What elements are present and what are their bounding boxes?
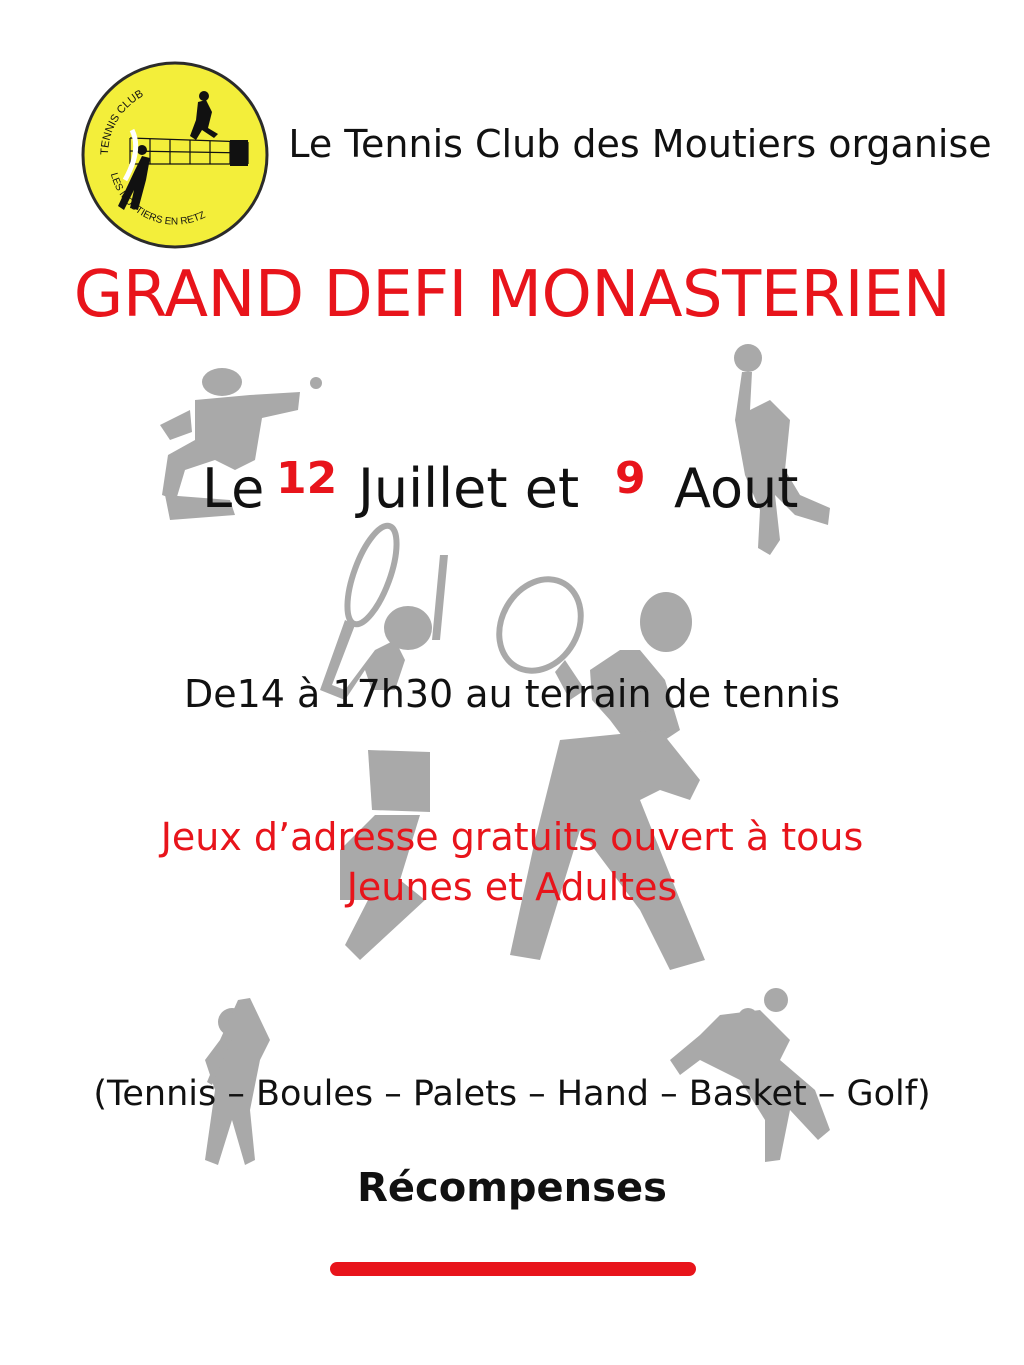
logo-text-top: TENNIS CLUB bbox=[98, 87, 146, 156]
games-line-1: Jeux d’adresse gratuits ouvert à tous bbox=[160, 815, 864, 859]
games-line-2: Jeunes et Adultes bbox=[346, 865, 678, 909]
dates-prefix: Le bbox=[202, 457, 265, 520]
games-description bbox=[0, 812, 1024, 912]
first-date-day: 12 bbox=[276, 453, 338, 504]
event-dates bbox=[0, 455, 1024, 535]
second-date-day: 9 bbox=[615, 453, 646, 504]
sports-list: (Tennis – Boules – Palets – Hand – Basket – Golf) bbox=[93, 1074, 931, 1114]
event-title: GRAND DEFI MONASTERIEN bbox=[73, 258, 951, 332]
second-date-month: Aout bbox=[674, 457, 799, 520]
intro-text: Le Tennis Club des Moutiers organise bbox=[288, 122, 992, 166]
racket-players-silhouette bbox=[320, 520, 692, 760]
first-date-month: Juillet et bbox=[358, 457, 580, 520]
rewards-heading: Récompenses bbox=[357, 1165, 667, 1211]
decorative-red-bar bbox=[330, 1262, 696, 1276]
tennis-ball-logo-icon bbox=[80, 60, 270, 250]
tennis-club-logo bbox=[80, 60, 270, 250]
logo-text-bottom: LES MOUTIERS EN RETZ bbox=[107, 171, 208, 228]
event-hours: De14 à 17h30 au terrain de tennis bbox=[183, 672, 840, 716]
